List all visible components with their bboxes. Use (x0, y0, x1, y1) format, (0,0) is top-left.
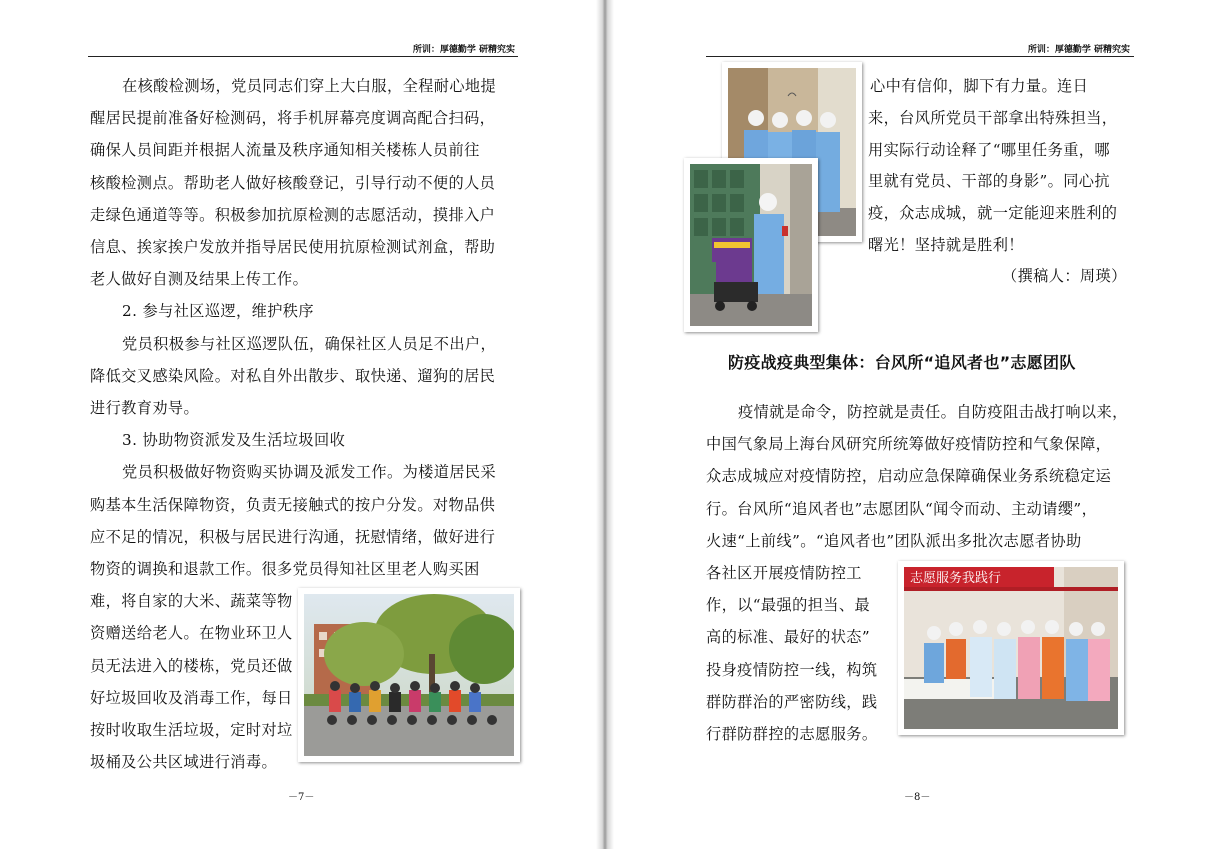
text-line: 核酸检测点。帮助老人做好核酸登记，引导行动不便的人员 (90, 173, 496, 192)
text-line: 进行教育劝导。 (90, 399, 200, 417)
page-header: 所训：厚德勤学 研精究实 (1027, 45, 1130, 55)
text-line: 中国气象局上海台风研究所统筹做好疫情防控和气象保障， (706, 435, 1112, 454)
header-rule (88, 56, 518, 57)
byline: （撰稿人：周瑛） (1002, 267, 1127, 285)
text-line: 物资的调换和退款工作。很多党员得知社区里老人购买困 (90, 560, 480, 578)
text-line: 购基本生活保障物资，负责无接触式的按户分发。对物品供 (90, 495, 496, 514)
text-line: 3. 协助物资派发及生活垃圾回收 (122, 431, 346, 450)
banner-text: 志愿服务我践行 (910, 571, 1002, 586)
text-line: 降低交叉感染风险。对私自外出散步、取快递、遛狗的居民 (90, 366, 496, 385)
text-line: 走绿色通道等等。积极参加抗原检测的志愿活动，摸排入户 (90, 205, 496, 224)
text-line: 作，以“最强的担当、最 (706, 596, 871, 615)
text-line: 老人做好自测及结果上传工作。 (90, 270, 309, 289)
photo-cyclists (298, 588, 520, 762)
text-line: 火速“上前线”。“追风者也”团队派出多批次志愿者协助 (706, 531, 1082, 550)
text-line: 难，将自家的大米、蔬菜等物 (90, 592, 293, 611)
left-page (0, 0, 596, 849)
text-line: 疫，众志成城，就一定能迎来胜利的 (868, 204, 1118, 223)
text-line: 确保人员间距并根据人流量及秩序通知相关楼栋人员前往 (90, 141, 480, 160)
text-line: 用实际行动诠释了“哪里任务重，哪 (868, 140, 1110, 159)
photo-volunteer-cart (684, 158, 818, 332)
spine-shadow (596, 0, 614, 849)
page-number: －8－ (904, 792, 931, 803)
text-line: 里就有党员、干部的身影”。同心抗 (868, 172, 1110, 191)
text-line: 员无法进入的楼栋，党员还做 (90, 656, 293, 675)
text-line: 应不足的情况，积极与居民进行沟通，抚慰情绪，做好进行 (90, 527, 496, 546)
text-line: 在核酸检测场，党员同志们穿上大白服，全程耐心地提 (122, 77, 497, 95)
text-line: 曙光！坚持就是胜利！ (868, 236, 1024, 254)
text-line: 众志成城应对疫情防控，启动应急保障确保业务系统稳定运 (706, 467, 1112, 486)
text-line: 资赠送给老人。在物业环卫人 (90, 624, 293, 643)
text-line: 疫情就是命令，防控就是责任。自防疫阻击战打响以来， (738, 403, 1128, 421)
right-page (614, 0, 1218, 849)
text-line: 党员积极参与社区巡逻队伍，确保社区人员足不出户， (122, 334, 497, 353)
text-line: 信息、挨家挨户发放并指导居民使用抗原检测试剂盒，帮助 (90, 238, 496, 256)
page-header: 所训：厚德勤学 研精究实 (412, 45, 515, 55)
header-rule (706, 56, 1134, 57)
text-line: 行群防群控的志愿服务。 (706, 725, 878, 743)
text-line: 群防群治的严密防线，践 (706, 692, 878, 711)
text-line: 醒居民提前准备好检测码，将手机屏幕亮度调高配合扫码， (90, 109, 496, 128)
text-line: 高的标准、最好的状态” (706, 628, 871, 647)
text-line: 2. 参与社区巡逻，维护秩序 (122, 302, 314, 321)
text-line: 行。台风所“追风者也”志愿团队“闻令而动、主动请缨”， (706, 499, 1098, 518)
text-line: 按时收取生活垃圾，定时对垃 (90, 721, 293, 739)
text-line: 圾桶及公共区域进行消毒。 (90, 753, 278, 772)
page-number: －7－ (288, 792, 315, 803)
text-line: 心中有信仰，脚下有力量。连日 (870, 77, 1089, 95)
text-line: 党员积极做好物资购买协调及派发工作。为楼道居民采 (122, 463, 497, 482)
text-line: 来，台风所党员干部拿出特殊担当， (868, 108, 1118, 127)
section-title: 防疫战疫典型集体：台风所“追风者也”志愿团队 (728, 353, 1076, 372)
photo-volunteer-booth (898, 561, 1124, 735)
text-line: 投身疫情防控一线，构筑 (706, 660, 878, 679)
text-line: 好垃圾回收及消毒工作，每日 (90, 688, 293, 707)
text-line: 各社区开展疫情防控工 (706, 564, 862, 582)
